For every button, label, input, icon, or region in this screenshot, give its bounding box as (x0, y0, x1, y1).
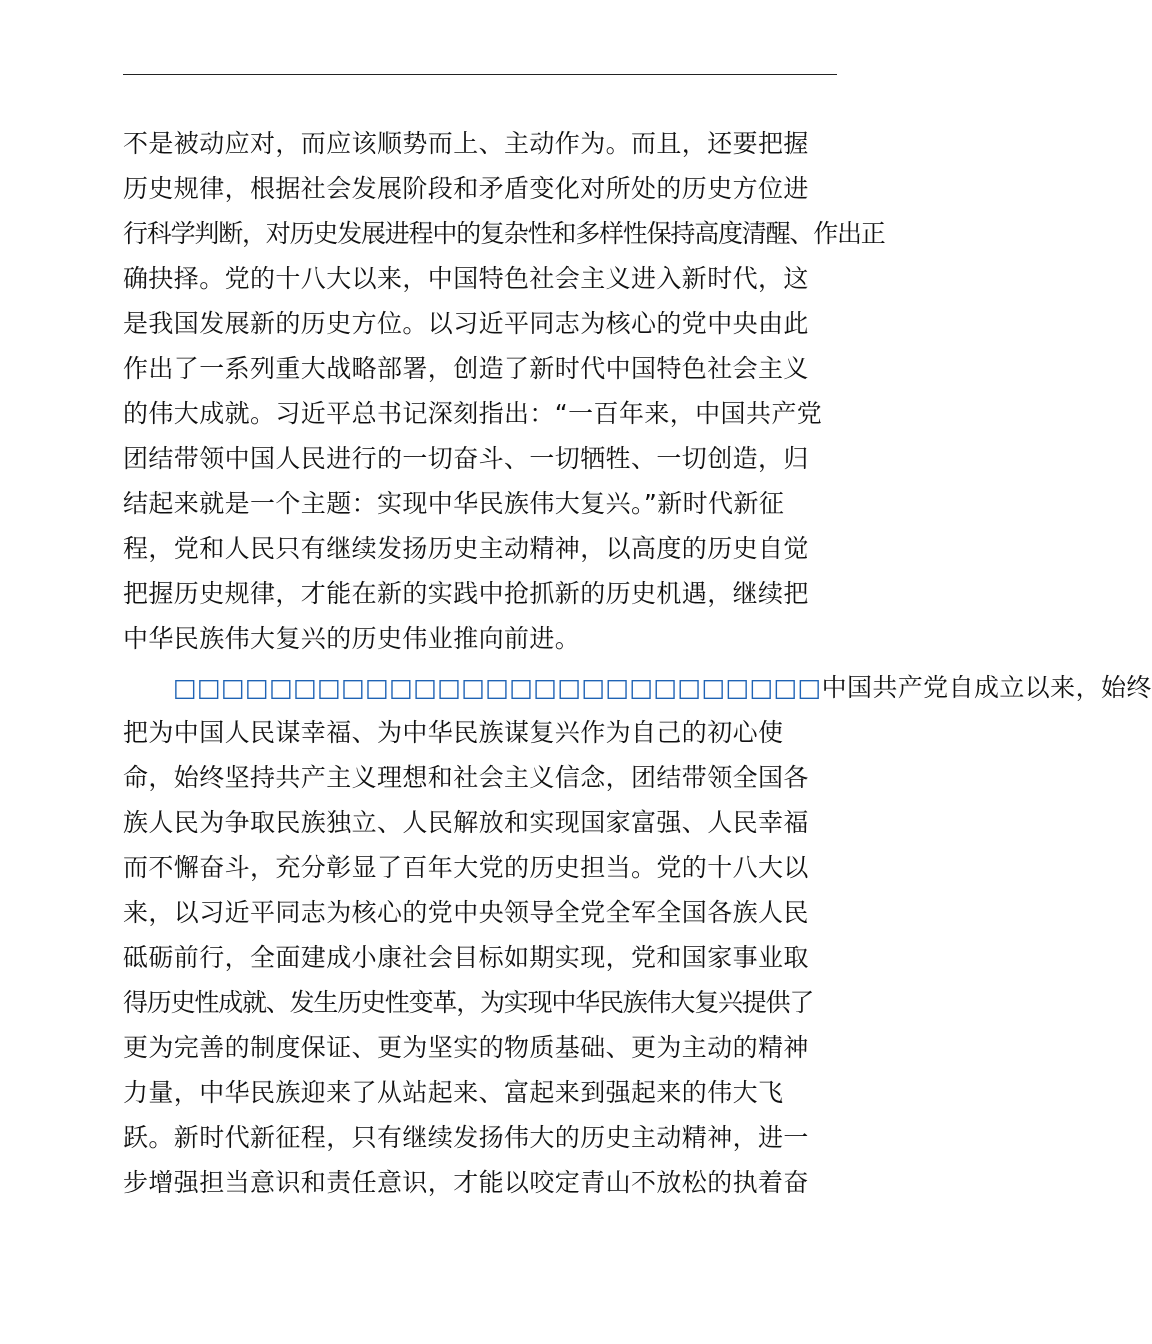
body-line: 步增强担当意识和责任意识，才能以咬定青山不放松的执着奋 (123, 1168, 809, 1197)
body-line: 确抉择。党的十八大以来，中国特色社会主义进入新时代，这 (123, 264, 809, 293)
body-line: 程，党和人民只有继续发扬历史主动精神，以高度的历史自觉 (123, 534, 809, 563)
body-line: 团结带领中国人民进行的一切奋斗、一切牺牲、一切创造，归 (123, 444, 809, 473)
subheading-link[interactable]: □□□□□□□□□□□□□□□□□□□□□□□□□□□ (173, 673, 822, 702)
body-line: 砥砺前行，全面建成小康社会目标如期实现，党和国家事业取 (123, 943, 809, 972)
page-body (123, 121, 1152, 1205)
body-line-rest: 中国共产党自成立以来，始终 (821, 673, 1152, 702)
header-rule (123, 74, 837, 75)
body-line: 作出了一系列重大战略部署，创造了新时代中国特色社会主义 (123, 354, 809, 383)
body-line: 得历史性成就、发生历史性变革，为实现中华民族伟大复兴提供了 (123, 988, 814, 1017)
body-line: 跃。新时代新征程，只有继续发扬伟大的历史主动精神，进一 (123, 1123, 809, 1152)
body-line: 中华民族伟大复兴的历史伟业推向前进。 (123, 624, 581, 653)
body-line: 不是被动应对，而应该顺势而上、主动作为。而且，还要把握 (123, 129, 809, 158)
body-line: 结起来就是一个主题：实现中华民族伟大复兴。”新时代新征 (123, 489, 785, 518)
body-line: 来，以习近平同志为核心的党中央领导全党全军全国各族人民 (123, 898, 809, 927)
body-line: 力量，中华民族迎来了从站起来、富起来到强起来的伟大飞 (123, 1078, 784, 1107)
body-line: 族人民为争取民族独立、人民解放和实现国家富强、人民幸福 (123, 808, 809, 837)
body-line: 是我国发展新的历史方位。以习近平同志为核心的党中央由此 (123, 309, 809, 338)
body-line: 把握历史规律，才能在新的实践中抢抓新的历史机遇，继续把 (123, 579, 809, 608)
body-line: 把为中国人民谋幸福、为中华民族谋复兴作为自己的初心使 (123, 718, 784, 747)
body-line: 而不懈奋斗，充分彰显了百年大党的历史担当。党的十八大以 (123, 853, 809, 882)
body-line: 更为完善的制度保证、更为坚实的物质基础、更为主动的精神 (123, 1033, 809, 1062)
body-line: 历史规律，根据社会发展阶段和矛盾变化对所处的历史方位进 (123, 174, 809, 203)
body-line: 行科学判断，对历史发展进程中的复杂性和多样性保持高度清醒、作出正 (123, 219, 885, 248)
body-line: 的伟大成就。习近平总书记深刻指出：“一百年来，中国共产党 (123, 399, 823, 428)
body-line: 命，始终坚持共产主义理想和社会主义信念，团结带领全国各 (123, 763, 809, 792)
paragraph-opening-line (123, 665, 1152, 710)
